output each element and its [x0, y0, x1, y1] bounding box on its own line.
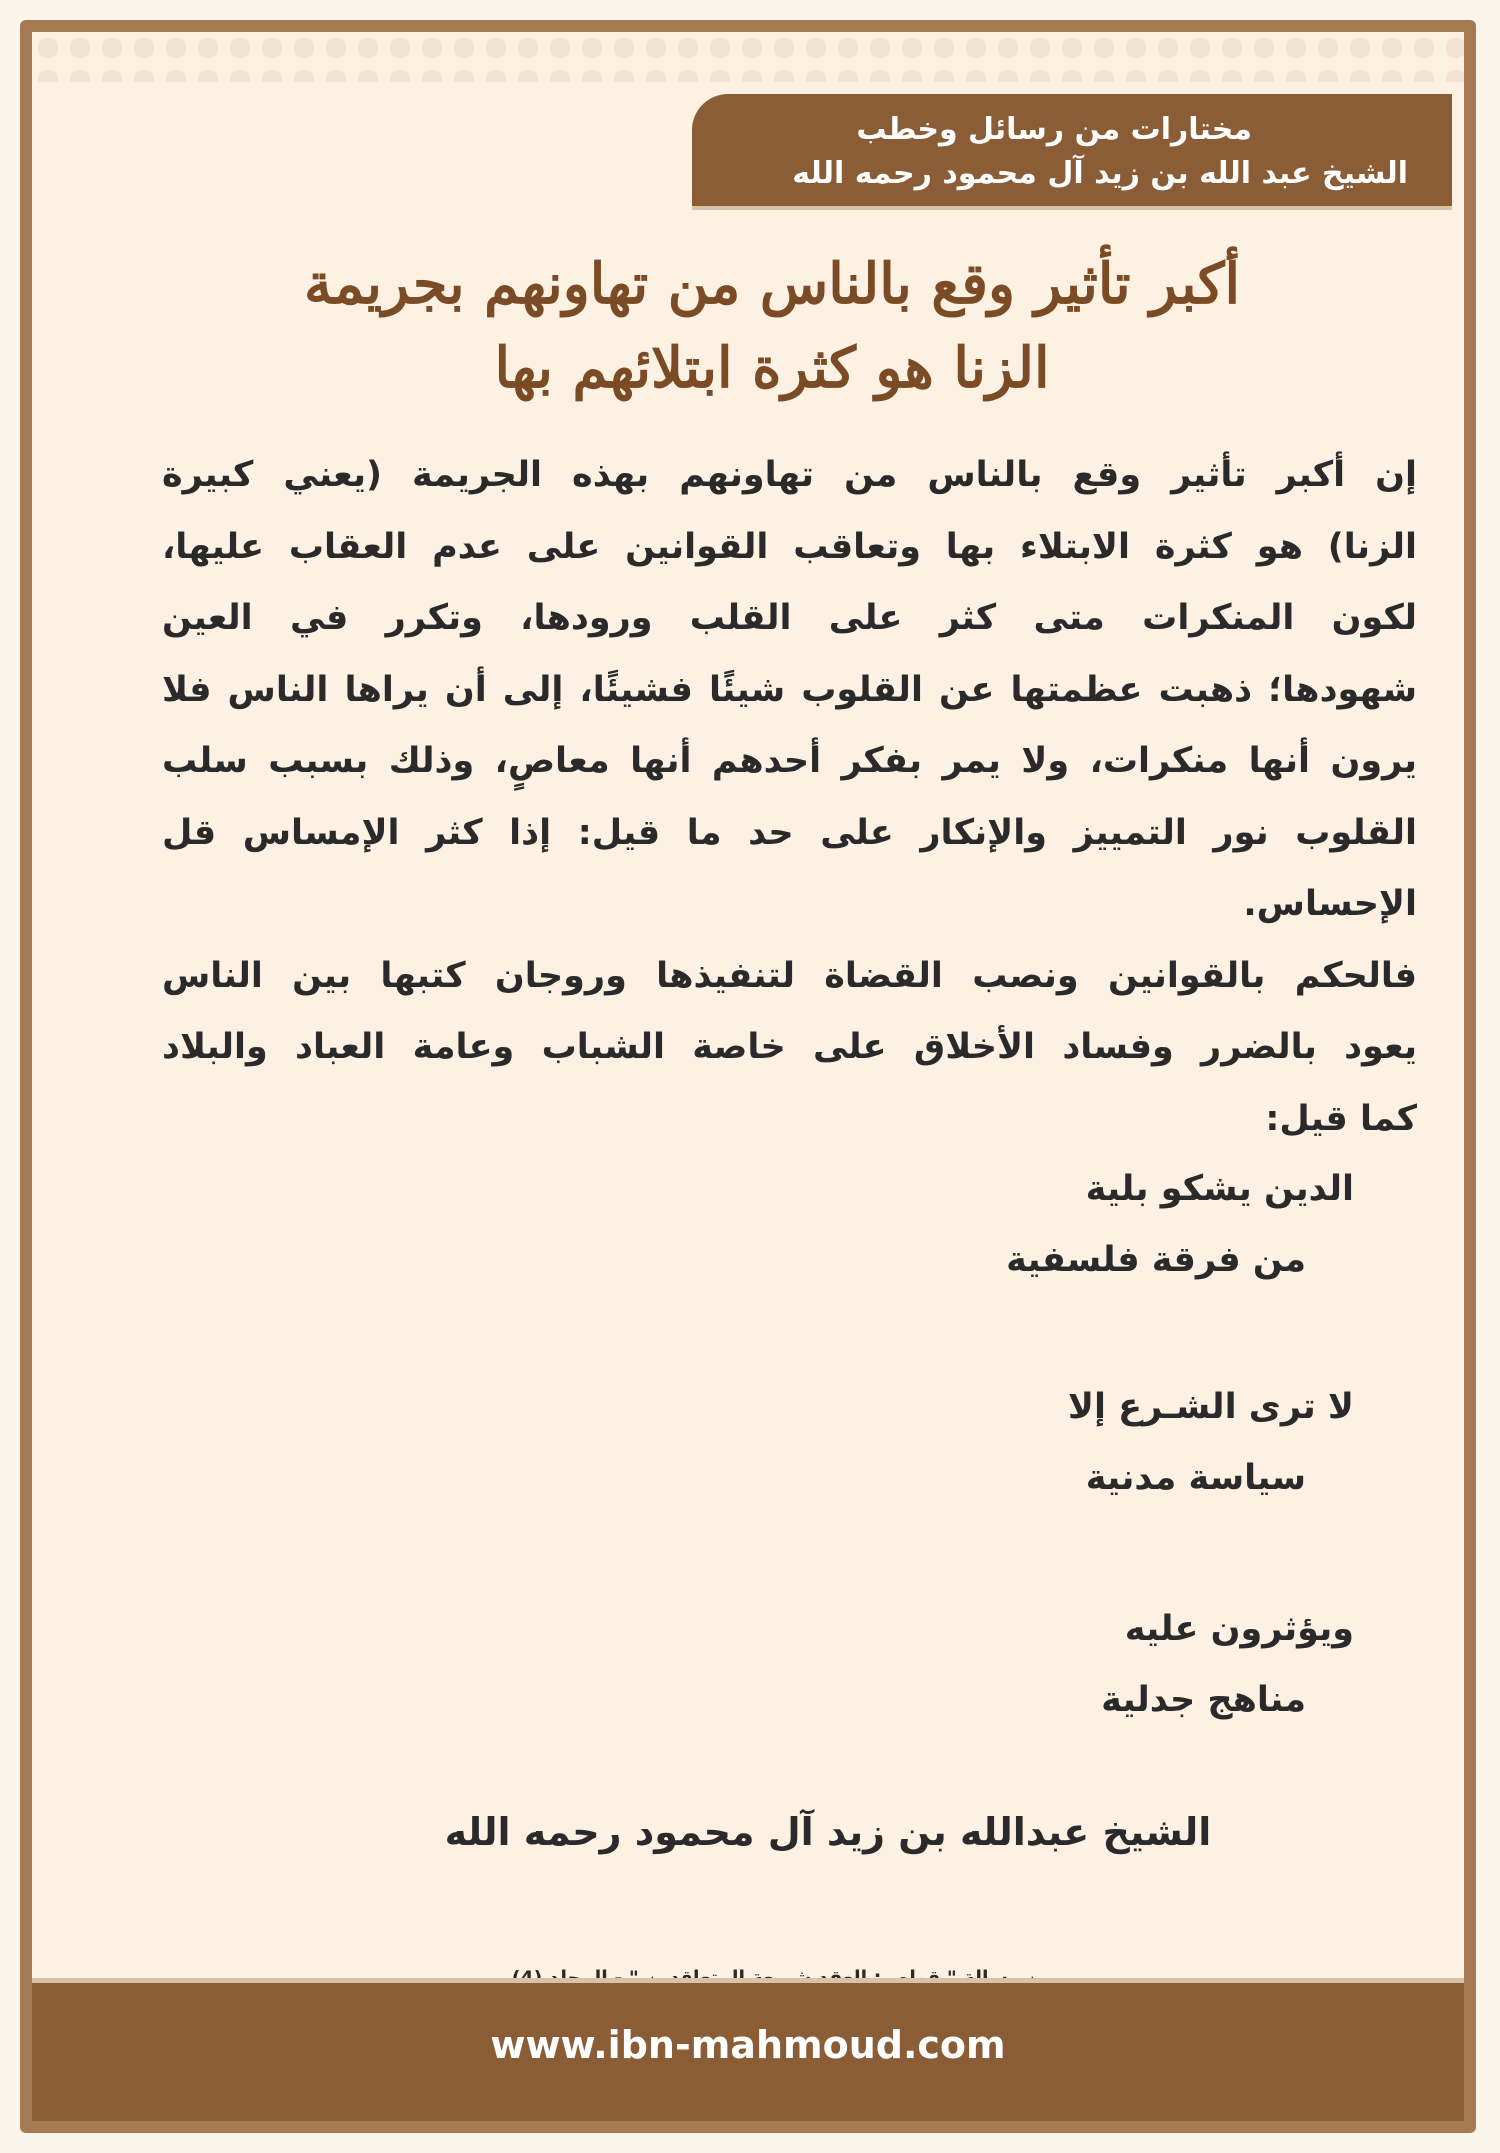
- header-line-2: الشيخ عبد الله بن زيد آل محمود رحمه الله: [792, 156, 1408, 191]
- verse-line-a: الدين يشكو بلية: [1085, 1169, 1354, 1209]
- title-line-2: الزنا هو كثرة ابتلائهم بها: [494, 335, 1050, 401]
- body-line: الإحساس.: [1243, 884, 1417, 924]
- body-line: لكون المنكرات متى كثر على القلب ورودها، وتكرر في العين: [162, 598, 1417, 638]
- verse-line-b: سياسة مدنية: [1085, 1458, 1306, 1498]
- header-band: [692, 94, 1452, 210]
- website-link[interactable]: www.ibn-mahmoud.com: [490, 2023, 1006, 2067]
- body-line: كما قيل:: [1265, 1098, 1417, 1139]
- author-signature: الشيخ عبدالله بن زيد آل محمود رحمه الله: [444, 1810, 1212, 1854]
- body-line: شهودها؛ ذهبت عظمتها عن القلوب شيئًا فشيئًا، إلى أن يراها الناس فلا: [162, 669, 1417, 710]
- verse-3: [1101, 1594, 1354, 1736]
- body-line: يرون أنها منكرات، ولا يمر بفكر أحدهم أنها معاصٍ، وذلك بسبب سلب: [162, 741, 1417, 781]
- verse-line-b: مناهج جدلية: [1101, 1680, 1306, 1720]
- verse-1: [1006, 1154, 1354, 1296]
- body-line: فالحكم بالقوانين ونصب القضاة لتنفيذها وروجان كتبها بين الناس: [162, 955, 1417, 996]
- footer-band: [32, 1978, 1464, 2121]
- verse-line-b: من فرقة فلسفية: [1006, 1240, 1306, 1280]
- verse-line-a: لا ترى الشـرع إلا: [1067, 1387, 1354, 1427]
- body-line: القلوب نور التمييز والإنكار على حد ما قيل: إذا كثر الإمساس قل: [162, 812, 1417, 853]
- page-title: [152, 242, 1392, 410]
- verse-2: [1068, 1372, 1354, 1514]
- title-line-1: أكبر تأثير وقع بالناس من تهاونهم بجريمة: [303, 251, 1241, 317]
- page-frame: [20, 20, 1476, 2133]
- body-line: الزنا) هو كثرة الابتلاء بها وتعاقب القوانين على عدم العقاب عليها،: [162, 526, 1417, 567]
- header-line-1: مختارات من رسائل وخطب: [856, 112, 1252, 147]
- decorative-pattern: [32, 32, 1464, 82]
- body-line: يعود بالضرر وفساد الأخلاق على خاصة الشباب وعامة العباد والبلاد: [162, 1027, 1417, 1067]
- article-body: [162, 440, 1417, 1155]
- page-paper: [32, 32, 1464, 2121]
- verse-line-a: ويؤثرون عليه: [1124, 1609, 1354, 1649]
- body-line: إن أكبر تأثير وقع بالناس من تهاونهم بهذه الجريمة (يعني كبيرة: [162, 455, 1417, 495]
